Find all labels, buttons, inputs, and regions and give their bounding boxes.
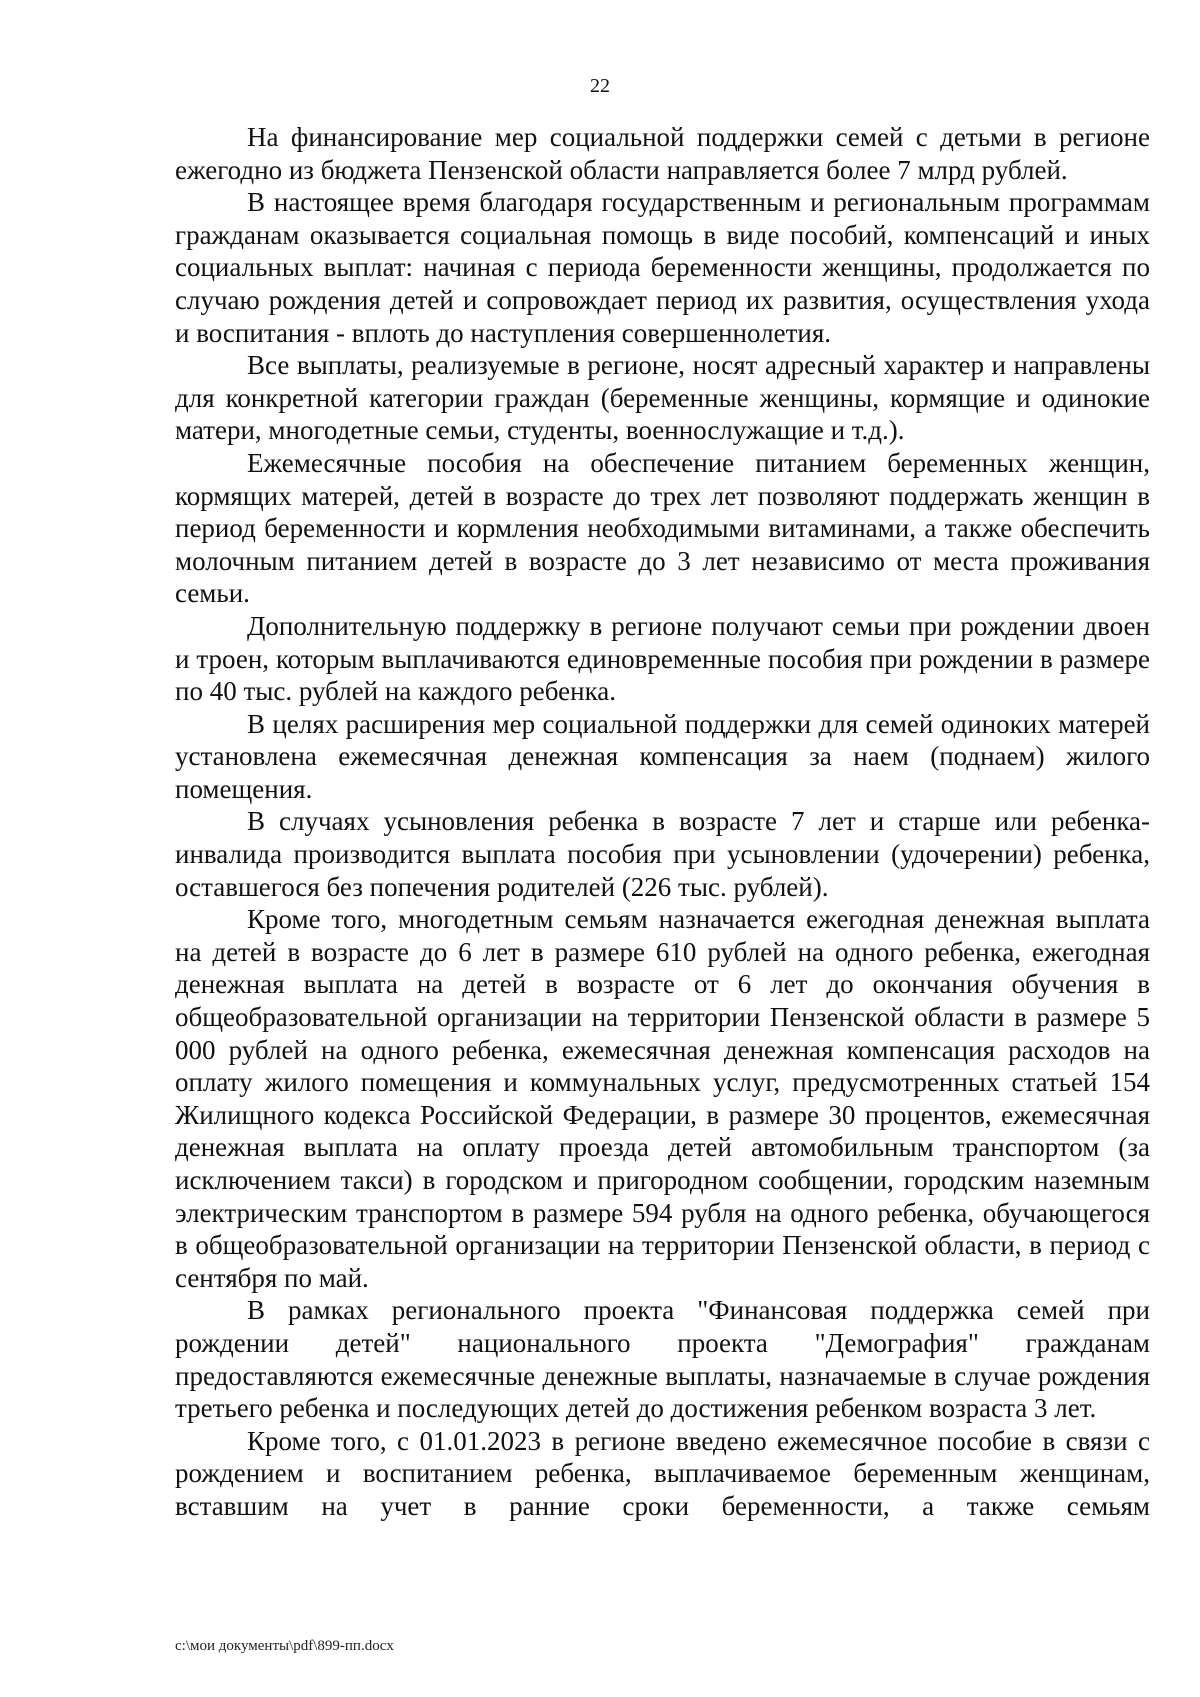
paragraph-state-programs: В настоящее время благодаря государственным и региональным программам гражданам оказывается социальная помощь в виде пособий, компенсаций и иных социальных выплат: начиная с периода беременности женщины, продолжается по случаю рождения детей и сопровождает период их развития, осуществления ухода и воспитания - вплоть до наступления совершеннолетия. xyxy=(175,187,1150,348)
paragraph-financing: На финансирование мер социальной поддержки семей с детьми в регионе ежегодно из бюджета Пензенской области направляется более 7 млрд рублей. xyxy=(175,122,1150,185)
paragraph-twins-triplets: Дополнительную поддержку в регионе получают семьи при рождении двоен и троен, которым выплачиваются единовременные пособия при рождении в размере по 40 тыс. рублей на каждого ребенка. xyxy=(175,610,1150,707)
paragraph-large-families: Кроме того, многодетным семьям назначается ежегодная денежная выплата на детей в возрасте до 6 лет в размере 610 рублей на одного ребенка, ежегодная денежная выплата на детей в возрасте от 6 лет до окончания обучения в общеобразовательной организации на территории Пензенской области в размере 5 000 рублей на одного ребенка, ежемесячная денежная компенсация расходов на оплату жилого помещения и коммунальных услуг, предусмотренных статьей 154 Жилищного кодекса Российской Федерации, в размере 30 процентов, ежемесячная денежная выплата на оплату проезда детей автомобильным транспортом (за исключением такси) в городском и пригородном сообщении, городским наземным электрическим транспортом в размере 594 рубля на одного ребенка, обучающегося в общеобразовательной организации на территории Пензенской области, в период с сентября по май. xyxy=(175,904,1150,1293)
document-body xyxy=(175,121,1150,1523)
paragraph-single-mothers: В целях расширения мер социальной поддержки для семей одиноких матерей установлена ежемесячная денежная компенсация за наем (поднаем) жилого помещения. xyxy=(175,708,1150,804)
paragraph-monthly-nutrition: Ежемесячные пособия на обеспечение питанием беременных женщин, кормящих матерей, детей в возрасте до трех лет позволяют поддержать женщин в период беременности и кормления необходимыми витаминами, а также обеспечить молочным питанием детей в возрасте до 3 лет независимо от места проживания семьи. xyxy=(175,447,1150,609)
paragraph-regional-project: В рамках регионального проекта "Финансовая поддержка семей при рождении детей" национального проекта "Демография" гражданам предоставляются ежемесячные денежные выплаты, назначаемые в случае рождения третьего ребенка и последующих детей до достижения ребенком возраста 3 лет. xyxy=(175,1295,1150,1424)
paragraph-new-allowance: Кроме того, с 01.01.2023 в регионе введено ежемесячное пособие в связи с рождением и воспитанием ребенка, выплачиваемое беременным женщинам, вставшим на учет в ранние сроки беременности, а также семьям xyxy=(175,1425,1150,1521)
page-number: 22 xyxy=(590,75,610,97)
paragraph-targeted-payments: Все выплаты, реализуемые в регионе, носят адресный характер и направлены для конкретной категории граждан (беременные женщины, кормящие и одинокие матери, многодетные семьи, студенты, военнослужащие и т.д.). xyxy=(175,350,1150,446)
paragraph-adoption: В случаях усыновления ребенка в возрасте 7 лет и старше или ребенка-инвалида производится выплата пособия при усыновлении (удочерении) ребенка, оставшегося без попечения родителей (226 тыс. рублей). xyxy=(175,806,1150,902)
footer-file-path: c:\мои документы\pdf\899-пп.docx xyxy=(175,1638,394,1654)
